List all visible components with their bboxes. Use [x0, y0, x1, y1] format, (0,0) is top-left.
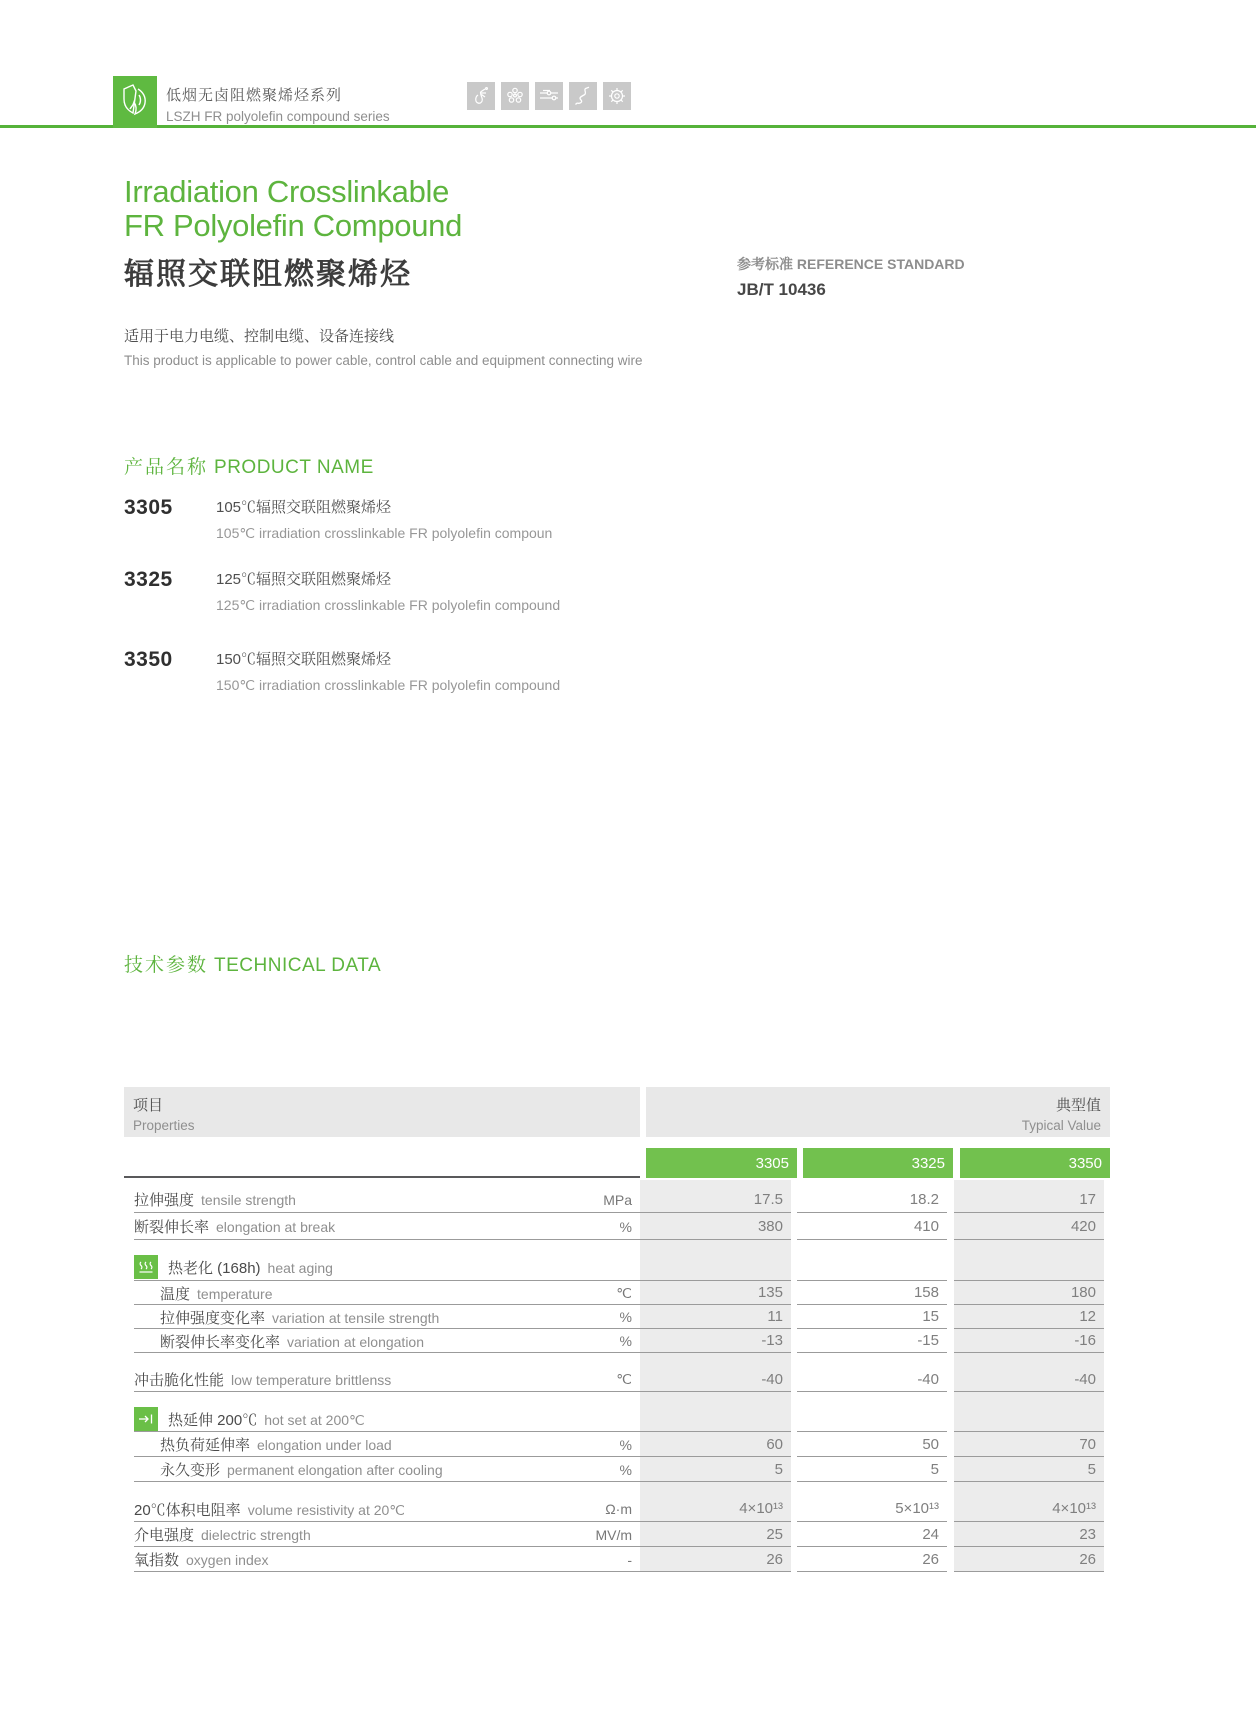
reference-standard [737, 254, 965, 300]
cell-value: 4×10¹³ [640, 1496, 791, 1522]
cell-value: 25 [640, 1522, 791, 1547]
cell-value: -40 [640, 1367, 791, 1392]
table-header-properties: 项目 Properties [124, 1087, 640, 1137]
table-row: 介电强度 dielectric strength MV/m 25 24 23 [124, 1522, 1110, 1547]
table-row: 拉伸强度变化率 variation at tensile strength % 11 15 12 [124, 1305, 1110, 1329]
cell-value: 158 [797, 1281, 947, 1305]
product-item-3305 [124, 496, 552, 542]
cell-value: 50 [797, 1432, 947, 1457]
table-row: 永久变形 permanent elongation after cooling % 5 5 5 [124, 1457, 1110, 1482]
cell-value: 410 [797, 1213, 947, 1240]
product-name-en: 105℃ irradiation crosslinkable FR polyolefin compoun [216, 525, 553, 541]
product-name-zh: 150℃辐照交联阻燃聚烯烃 [216, 651, 392, 668]
series-title [166, 84, 390, 124]
cell-value: 5×10¹³ [797, 1496, 947, 1522]
table-row: 温度 temperature ℃ 135 158 180 [124, 1281, 1110, 1305]
page-title-en-line2: FR Polyolefin Compound [124, 208, 463, 243]
cell-value: 5 [640, 1457, 791, 1482]
technical-data-heading: 技术参数 TECHNICAL DATA [124, 955, 382, 976]
product-name-en: 125℃ irradiation crosslinkable FR polyolefin compound [216, 597, 561, 613]
cell-value: 17.5 [640, 1186, 791, 1213]
table-row: 20℃体积电阻率 volume resistivity at 20℃ Ω·m 4×10¹³ 5×10¹³ 4×10¹³ [124, 1496, 1110, 1522]
table-section-heat-aging: 热老化 (168h) heat aging [124, 1253, 1110, 1281]
table-row: 氧指数 oxygen index - 26 26 26 [124, 1547, 1110, 1572]
table-row: 断裂伸长率 elongation at break % 380 410 420 [124, 1213, 1110, 1240]
product-name-zh: 105℃辐照交联阻燃聚烯烃 [216, 499, 392, 516]
column-header-3325: 3325 [803, 1148, 953, 1178]
cell-value: -15 [797, 1329, 947, 1353]
polymer-molecule-icon [501, 82, 529, 110]
feature-icon-row [467, 82, 631, 110]
product-name-heading: 产品名称 PRODUCT NAME [124, 457, 374, 478]
cell-value: 26 [954, 1547, 1104, 1572]
column-header-3350: 3350 [960, 1148, 1110, 1178]
cell-value: 70 [954, 1432, 1104, 1457]
table-row: 拉伸强度 tensile strength MPa 17.5 18.2 17 [124, 1186, 1110, 1213]
cell-value: 18.2 [797, 1186, 947, 1213]
cell-value: 11 [640, 1305, 791, 1329]
cell-value: 5 [797, 1457, 947, 1482]
reference-standard-value: JB/T 10436 [737, 280, 826, 299]
page-title-en [124, 175, 462, 243]
table-column-headers [646, 1148, 1110, 1178]
product-code: 3305 [124, 496, 173, 519]
cell-value: -13 [640, 1329, 791, 1353]
gear-icon [603, 82, 631, 110]
cell-value: 12 [954, 1305, 1104, 1329]
page-title-en-line1: Irradiation Crosslinkable [124, 174, 450, 209]
cell-value: 15 [797, 1305, 947, 1329]
product-code: 3350 [124, 648, 173, 671]
brand-logo [113, 76, 157, 128]
shield-flame-icon [121, 83, 149, 122]
cell-value: 26 [797, 1547, 947, 1572]
product-item-3350 [124, 648, 560, 694]
table-row: 断裂伸长率变化率 variation at elongation % -13 -15 -16 [124, 1329, 1110, 1353]
production-line-icon [535, 82, 563, 110]
series-title-zh: 低烟无卤阻燃聚烯烃系列 [166, 87, 343, 104]
technical-data-table [124, 1180, 1110, 1572]
product-code: 3325 [124, 568, 173, 591]
cell-value: 420 [954, 1213, 1104, 1240]
cell-value: 4×10¹³ [954, 1496, 1104, 1522]
cell-value: 24 [797, 1522, 947, 1547]
table-section-hot-set: 热延伸 200℃ hot set at 200℃ [124, 1406, 1110, 1432]
cell-value: 17 [954, 1186, 1104, 1213]
cell-value: 26 [640, 1547, 791, 1572]
hot-set-arrow-icon [134, 1407, 158, 1431]
cell-value: 135 [640, 1281, 791, 1305]
product-item-3325 [124, 568, 560, 614]
table-row: 冲击脆化性能 low temperature brittlenss ℃ -40 -40 -40 [124, 1367, 1110, 1392]
flexible-wire-icon [569, 82, 597, 110]
product-name-en: 150℃ irradiation crosslinkable FR polyolefin compound [216, 677, 561, 693]
header-green-rule [0, 125, 1256, 128]
cell-value: -40 [954, 1367, 1104, 1392]
cell-value: 180 [954, 1281, 1104, 1305]
cell-value: 5 [954, 1457, 1104, 1482]
reference-standard-label: 参考标准 REFERENCE STANDARD [737, 256, 965, 272]
page-title-zh: 辐照交联阻燃聚烯烃 [124, 258, 412, 291]
cell-value: 60 [640, 1432, 791, 1457]
cell-value: -16 [954, 1329, 1104, 1353]
heat-waves-icon [134, 1255, 158, 1279]
cable-burner-icon [467, 82, 495, 110]
applicability-en: This product is applicable to power cable, control cable and equipment connecting wire [124, 353, 643, 368]
cell-value: 380 [640, 1213, 791, 1240]
series-title-en: LSZH FR polyolefin compound series [166, 109, 390, 124]
cell-value: 23 [954, 1522, 1104, 1547]
product-name-zh: 125℃辐照交联阻燃聚烯烃 [216, 571, 392, 588]
properties-header-rule [124, 1176, 640, 1178]
applicability [124, 325, 643, 368]
column-header-3305: 3305 [646, 1148, 797, 1178]
table-header-typical-value: 典型值 Typical Value [646, 1087, 1110, 1137]
applicability-zh: 适用于电力电缆、控制电缆、设备连接线 [124, 328, 395, 345]
table-row: 热负荷延伸率 elongation under load % 60 50 70 [124, 1432, 1110, 1457]
cell-value: -40 [797, 1367, 947, 1392]
